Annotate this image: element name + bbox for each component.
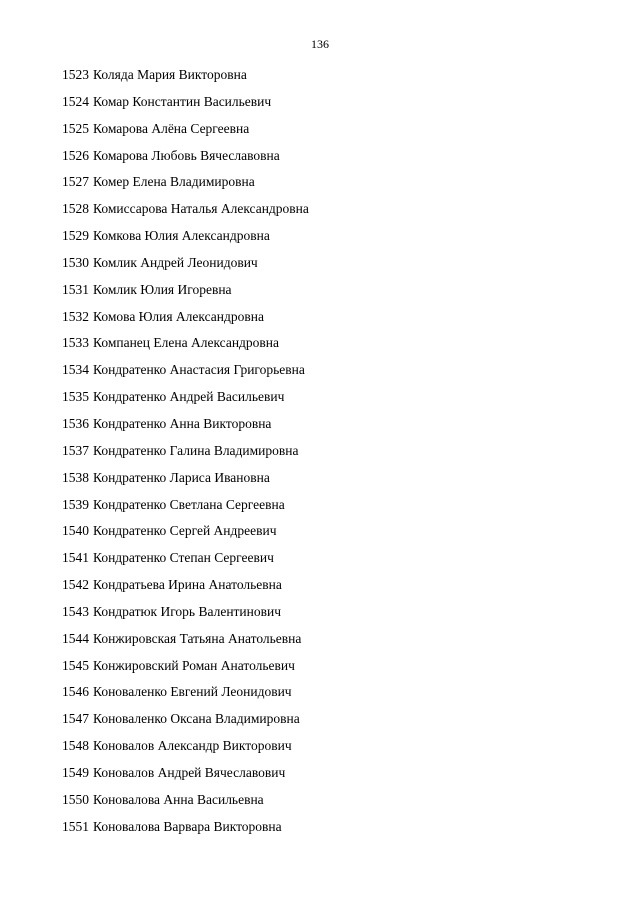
list-item (62, 201, 309, 228)
list-item-number: 1550 (62, 791, 89, 807)
list-item-name: Коновалов Александр Викторович (93, 738, 292, 754)
list-item-number: 1538 (62, 469, 89, 485)
list-item-number: 1541 (62, 550, 89, 566)
list-item-number: 1536 (62, 415, 89, 431)
list-item-name: Комарова Любовь Вячеславовна (93, 147, 280, 163)
list-item-name: Коноваленко Оксана Владимировна (93, 711, 300, 727)
list-item-name: Коновалова Анна Васильевна (93, 791, 264, 807)
list-item (62, 550, 309, 577)
list-item-number: 1551 (62, 818, 89, 834)
list-item-number: 1526 (62, 147, 89, 163)
list-item (62, 523, 309, 550)
list-item (62, 658, 309, 685)
list-item-number: 1545 (62, 657, 89, 673)
list-item (62, 792, 309, 819)
list-item-name: Кондратенко Андрей Васильевич (93, 389, 285, 405)
list-item-number: 1543 (62, 603, 89, 619)
list-item (62, 684, 309, 711)
list-item (62, 121, 309, 148)
list-item-number: 1532 (62, 308, 89, 324)
list-item (62, 67, 309, 94)
list-item-number: 1531 (62, 281, 89, 297)
list-item-number: 1525 (62, 120, 89, 136)
list-item (62, 362, 309, 389)
name-list (62, 67, 309, 845)
list-item-number: 1529 (62, 228, 89, 244)
list-item-name: Кондратенко Галина Владимировна (93, 442, 299, 458)
list-item-number: 1534 (62, 362, 89, 378)
list-item-number: 1523 (62, 67, 89, 82)
list-item-number: 1537 (62, 442, 89, 458)
list-item-name: Коляда Мария Викторовна (93, 67, 247, 82)
list-item-name: Комкова Юлия Александровна (93, 228, 270, 244)
list-item (62, 497, 309, 524)
list-item (62, 282, 309, 309)
list-item (62, 174, 309, 201)
list-item-name: Комар Константин Васильевич (93, 93, 272, 109)
list-item-name: Комер Елена Владимировна (93, 174, 255, 190)
list-item (62, 711, 309, 738)
list-item-number: 1528 (62, 201, 89, 217)
list-item (62, 389, 309, 416)
list-item-name: Конжировский Роман Анатольевич (93, 657, 295, 673)
list-item-number: 1539 (62, 496, 89, 512)
list-item-name: Коноваленко Евгений Леонидович (93, 684, 292, 700)
list-item-number: 1530 (62, 254, 89, 270)
list-item-name: Кондратенко Анна Викторовна (93, 415, 272, 431)
list-item-number: 1547 (62, 711, 89, 727)
list-item-name: Кондратенко Лариса Ивановна (93, 469, 270, 485)
list-item-name: Комлик Юлия Игоревна (93, 281, 232, 297)
page-number: 136 (311, 37, 329, 51)
list-item-number: 1524 (62, 93, 89, 109)
list-item-name: Коновалова Варвара Викторовна (93, 818, 282, 834)
list-item (62, 765, 309, 792)
list-item-name: Кондратенко Светлана Сергеевна (93, 496, 285, 512)
list-item-number: 1527 (62, 174, 89, 190)
list-item-name: Кондратенко Анастасия Григорьевна (93, 362, 305, 378)
list-item (62, 228, 309, 255)
list-item-name: Комова Юлия Александровна (93, 308, 264, 324)
list-item (62, 819, 309, 846)
list-item-number: 1533 (62, 335, 89, 351)
list-item (62, 577, 309, 604)
list-item-name: Комлик Андрей Леонидович (93, 254, 258, 270)
list-item-name: Компанец Елена Александровна (93, 335, 280, 351)
list-item (62, 309, 309, 336)
list-item (62, 738, 309, 765)
list-item-name: Кондратенко Степан Сергеевич (93, 550, 274, 566)
list-item-number: 1542 (62, 577, 89, 593)
list-item-name: Конжировская Татьяна Анатольевна (93, 630, 302, 646)
list-item-name: Комиссарова Наталья Александровна (93, 201, 309, 217)
list-item (62, 443, 309, 470)
list-item (62, 470, 309, 497)
list-item-name: Комарова Алёна Сергеевна (93, 120, 250, 136)
list-item-number: 1546 (62, 684, 89, 700)
list-item-number: 1544 (62, 630, 89, 646)
list-item-name: Коновалов Андрей Вячеславович (93, 764, 286, 780)
list-item (62, 94, 309, 121)
list-item (62, 631, 309, 658)
list-item-number: 1540 (62, 523, 89, 539)
list-item (62, 255, 309, 282)
list-item (62, 416, 309, 443)
list-item (62, 335, 309, 362)
list-item (62, 148, 309, 175)
list-item-name: Кондратьева Ирина Анатольевна (93, 577, 282, 593)
list-item-name: Кондратенко Сергей Андреевич (93, 523, 277, 539)
list-item-name: Кондратюк Игорь Валентинович (93, 603, 282, 619)
list-item-number: 1535 (62, 389, 89, 405)
list-item-number: 1549 (62, 764, 89, 780)
list-item (62, 604, 309, 631)
list-item-number: 1548 (62, 738, 89, 754)
